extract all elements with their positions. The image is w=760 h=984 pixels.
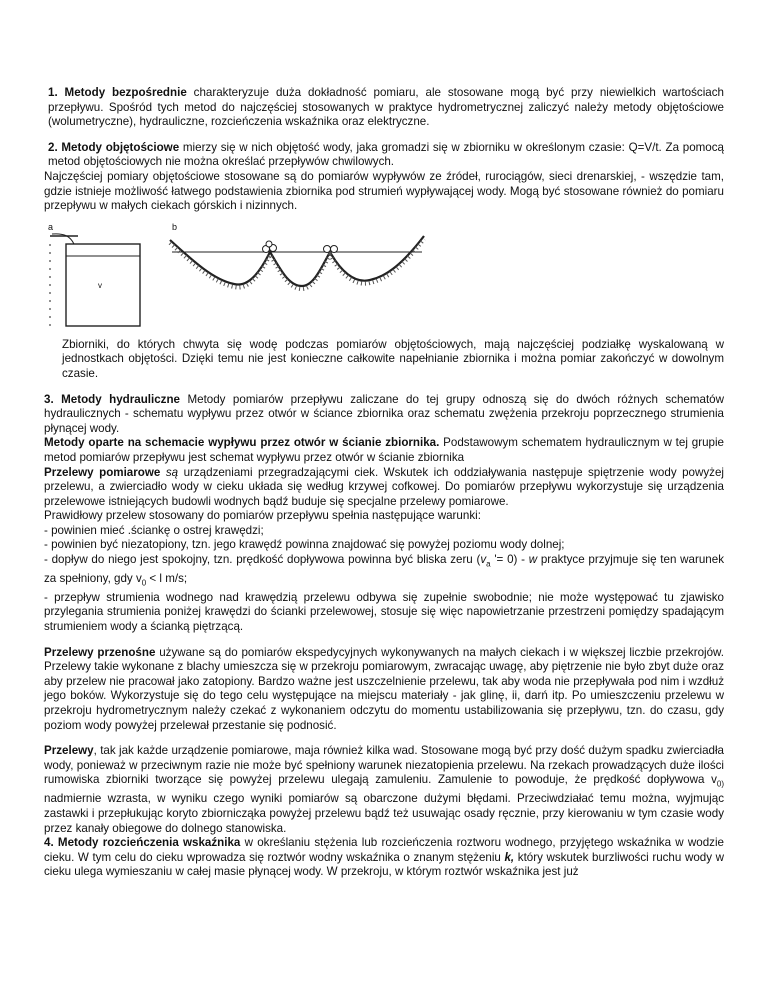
cond3-sub: a: [486, 559, 491, 569]
section2-paragraph2: Najczęściej pomiary objętościowe stosowane są do pomiarów wypływów ze źródeł, rurociągów, sieci drenarskiej, - wszędzie tam, gdzie istnieje możliwość łatwego podstawienia zbiornika pod strumień wypływającej wody. Mogą być stosowane również do pomiaru przepływu w małych ciekach górskich i nizinnych.: [44, 169, 724, 213]
condition-2: - powinien być niezatopiony, tzn. jego krawędź powinna znajdować się powyżej poziomu wody dolnej;: [44, 538, 565, 552]
section4-text-b: który wskutek burzliwości ruchu wody w cieku ulega wymieszaniu w całej masie płynącej wody. W przekroju, w którym roztwór wskaźnika jest już: [44, 850, 725, 879]
condition-4: - przepływ strumienia wodnego nad krawędzią przelewu odbywa się zupełnie swobodnie; nie może występować tu zjawisko przylegania strumienia poniżej krawędzi do ścianki przelewowej, stosuje się więc napowietrzanie przestrzeni pomiędzy spadającym strumieniem wody a ścianką piętrzącą.: [44, 590, 724, 634]
section4-k: k,: [504, 850, 515, 864]
figure-label-v: v: [98, 280, 102, 290]
section3-sub-heading: Metody oparte na schemacie wypływu przez otwór w ścianie zbiornika.: [44, 436, 440, 450]
channel-bed-hatching: [170, 239, 424, 289]
section3-heading: 3. Metody hydrauliczne: [44, 392, 181, 406]
weirs-faults-heading: Przelewy: [44, 744, 94, 758]
section2-heading: 2. Metody objętościowe: [48, 140, 180, 154]
figure-label-b: b: [172, 221, 178, 232]
stones-left: [263, 241, 277, 253]
cond3-part-c: praktyce przyjmuje się ten warunek za spełniony, gdy v: [44, 553, 724, 585]
portable-text: używane są do pomiarów ekspedycyjnych wykonywanych na małych ciekach i w większej liczbie przekrojów. Przelewy takie wykonane z blachy umieszcza się w przekroju pomiarowym, zwracając uwagę, aby piętrzenie nie było zbyt duże oraz aby przelew nie pracował jako zatopiony. Bardzo ważne jest uszczelnienie przelewu, tak aby woda nie przepływała pod nim i wzdłuż jego boków. Wykorzystuje się do tego celu występujące na miejscu materiały - jak glinę, ii, darń itp. Po umieszczeniu przelewu w przekroju hydrometrycznym należy czekać z wykonaniem odczytu do momentu ustabilizowania się przepływu, tzn. do czasu, gdy poziom wody powyżej przelewał przestanie się podnosić.: [44, 645, 725, 732]
weirs-faults-text-b: nadmiernie wzrasta, w wyniku czego wyniki pomiarów są obarczone dużymi błędami. Przeciwdziałać temu można, wyjmując zastawki i przepłukując koryto zbiornicząka powyżej przelewu bądź też usuwając osady ręcznie, przy kierowaniu w tym czasie wody przez kanały obiegowe do dolnego stanowiska.: [44, 792, 724, 835]
channel-bed: [170, 236, 424, 286]
document-page: [44, 86, 724, 880]
cond3-part-d: < l m/s;: [146, 571, 188, 585]
portable-heading: Przelewy przenośne: [44, 645, 156, 659]
cond3-part-b: '= 0) -: [490, 553, 529, 567]
conditions-intro: Prawidłowy przelew stosowany do pomiarów przepływu spełnia następujące warunki:: [44, 509, 481, 523]
section3-paragraph: [44, 393, 724, 437]
section2-paragraph: [44, 141, 724, 170]
figure-caption: Zbiorniki, do których chwyta się wodę podczas pomiarów objętościowych, mają najczęściej podziałkę wyskalowaną w jednostkach objętości. Dzięki temu nie jest konieczne całkowite napełnianie zbiornika i można pomiar zakończyć w dowolnym czasie.: [62, 337, 724, 380]
section1-text: charakteryzuje duża dokładność pomiaru, ale stosowane mogą być przy niewielkich wartościach przepływu. Spośród tych metod do najczęściej stosowanych w praktyce hydrometrycznej zaliczyć należy metody objętościowe (wolumetryczne), hydrauliczne, rozcieńczenia wskaźnika oraz elektryczne.: [48, 86, 724, 129]
section3-sub-text: Podstawowym schematem hydraulicznym w tej grupie metod pomiarów przepływu jest schemat wypływu przez otwór w ścianie zbiornika: [44, 436, 724, 464]
condition-1: - powinien mieć .ściankę o ostrej krawędzi;: [44, 523, 264, 537]
figure-container: [44, 222, 724, 332]
weirs-faults-paragraph: [44, 744, 724, 836]
weirs-faults-sub: 0): [716, 779, 724, 789]
section3-sub-paragraph: [44, 436, 724, 465]
cond3-sub0: 0: [141, 578, 147, 588]
section4-text-a: w określaniu stężenia lub rozcieńczenia roztworu wodnego, przyjętego wskaźnika w wodzie cieku. W tym celu do cieku wprowadza się roztwór wodny wskaźnika o znanym stężeniu: [44, 836, 724, 864]
weirs-heading: Przelewy pomiarowe: [44, 465, 161, 479]
weirs-em: są: [165, 465, 179, 479]
section4-heading: 4. Metody rozcieńczenia wskaźnika: [44, 836, 241, 850]
section4-paragraph: [44, 836, 724, 880]
weirs-paragraph: [44, 466, 724, 510]
cond3-part-a: - dopływ do niego jest spokojny, tzn. prędkość dopływowa powinna być bliska zeru (: [44, 553, 481, 567]
container-diagram: [44, 222, 724, 332]
weirs-faults-text-a: , tak jak każde urządzenie pomiarowe, maja również kilka wad. Stosowane mogą być przy dość dużym spadku zwierciadła wody, ponieważ w przeciwnym razie nie może być spełniony warunek niezatopienia przelewu. Na rzekach prowadzących duże ilości rumowiska zbiorniki tworzące się powyżej przelewu ulegają zamuleniu. Zamulenie to powoduje, że prędkość dopływowa v: [44, 744, 724, 787]
cond3-w: w: [528, 553, 538, 567]
condition-3: [44, 553, 724, 591]
section1-heading: 1. Metody bezpośrednie: [48, 86, 187, 99]
cond3-v: v: [480, 553, 487, 567]
portable-paragraph: [44, 646, 724, 734]
weirs-text: urządzeniami przegradzającymi ciek. Wskutek ich oddziaływania następuje spiętrzenie wody powyżej przelewu, a zwierciadło wody w cieku układa się według krzywej cofkowej. Do pomiarów przepływu wykorzystuje się urządzenia przelewowe istniejących budowli wodnych bądź buduje się specjalne przelewy pomiarowe.: [44, 465, 725, 508]
section3-text: Metody pomiarów przepływu zaliczane do tej grupy odnoszą się do dwóch różnych schematów hydraulicznych - schematu wypływu przez otwór w ściance zbiornika oraz schematu zwężenia przekroju poprzecznego strumienia płynącej wody.: [44, 392, 725, 435]
section1-paragraph: [44, 86, 724, 130]
section2-text: mierzy się w nich objętość wody, jaka gromadzi się w zbiorniku w określonym czasie: Q=V/t. Za pomocą metod objętościowych nie można określać przepływów chwilowych.: [48, 140, 724, 169]
figure-label-a: a: [48, 221, 54, 232]
